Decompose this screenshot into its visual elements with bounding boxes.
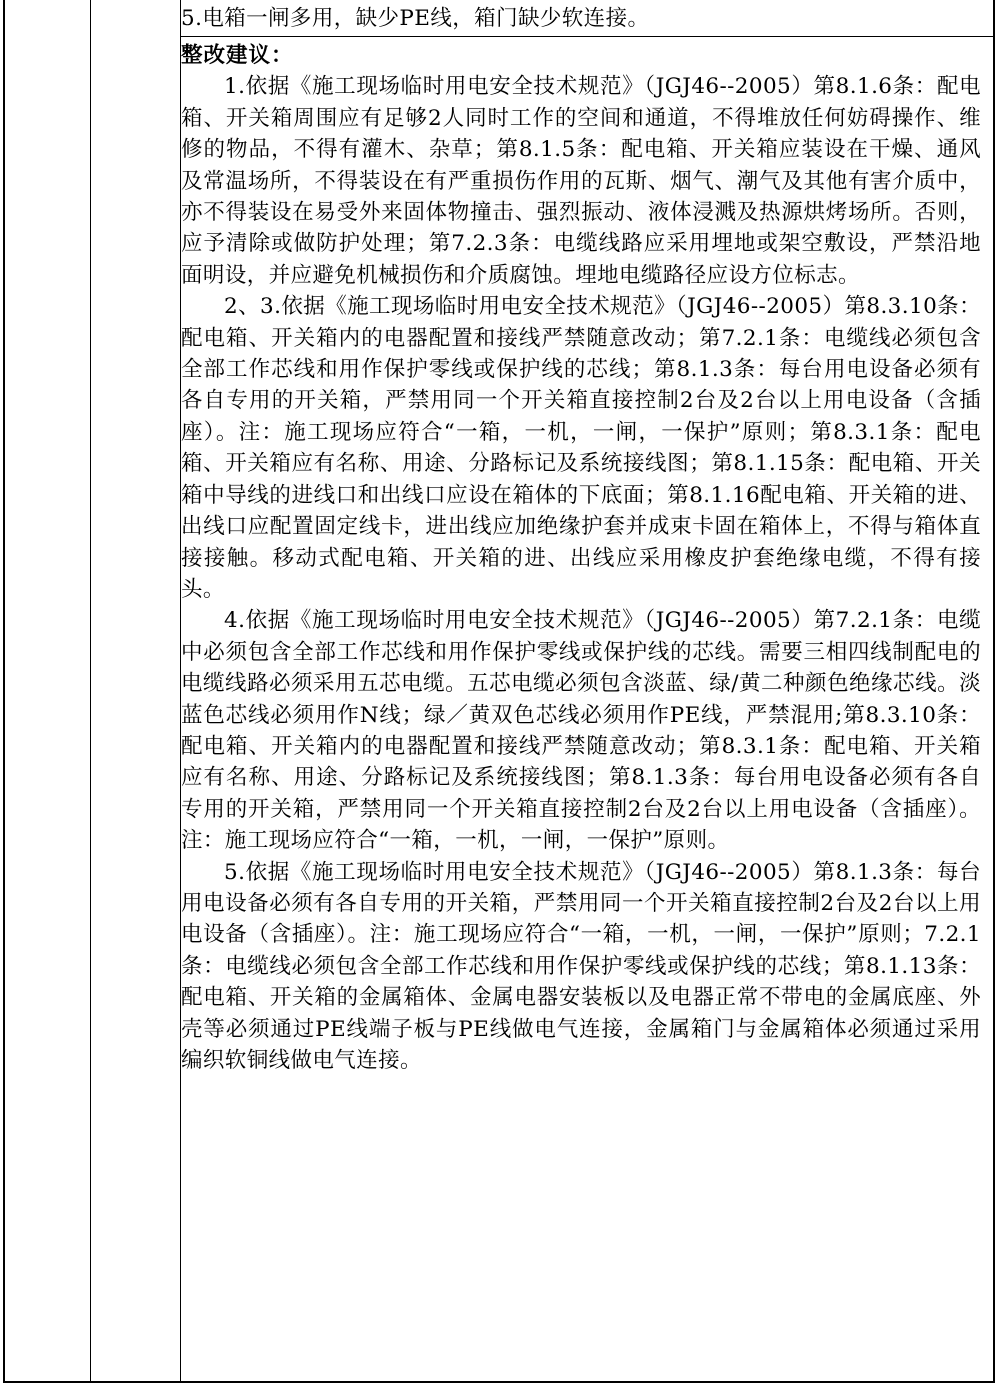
column-divider-1 [90, 0, 91, 1381]
paragraph-1: 1.依据《施工现场临时用电安全技术规范》（JGJ46--2005）第8.1.6条：配电箱、开关箱周围应有足够2人同时工作的空间和通道，不得堆放任何妨碍操作、维修的物品，不得有灌木、杂草；第8.1.5条：配电箱、开关箱应装设在干燥、通风及常温场所，不得装设在有严重损伤作用的瓦斯、烟气、潮气及其他有害介质中，亦不得装设在易受外来固体物撞击、强烈振动、液体浸溅及热源烘烤场所。否则，应予清除或做防护处理；第7.2.3条：电缆线路应采用埋地或架空敷设，严禁沿地面明设，并应避免机械损伤和介质腐蚀。埋地电缆路径应设方位标志。 [181, 74, 981, 288]
prior-item-text: 5.电箱一闸多用，缺少PE线，箱门缺少软连接。 [181, 6, 650, 31]
paragraph-3: 4.依据《施工现场临时用电安全技术规范》（JGJ46--2005）第7.2.1条：电缆中必须包含全部工作芯线和用作保护零线或保护线的芯线。需要三相四线制配电的电缆线路必须采用五芯电缆。五芯电缆必须包含淡蓝、绿/黄二种颜色绝缘芯线。淡蓝色芯线必须用作N线；绿／黄双色芯线必须用作PE线，严禁混用;第8.3.10条：配电箱、开关箱内的电器配置和接线严禁随意改动；第8.3.1条：配电箱、开关箱应有名称、用途、分路标记及系统接线图；第8.1.3条：每台用电设备必须有各自专用的开关箱，严禁用同一个开关箱直接控制2台及2台以上用电设备（含插座）。注：施工现场应符合“一箱，一机，一闸，一保护”原则。 [181, 608, 981, 854]
paragraph-4: 5.依据《施工现场临时用电安全技术规范》（JGJ46--2005）第8.1.3条：每台用电设备必须有各自专用的开关箱，严禁用同一个开关箱直接控制2台及2台以上用电设备（含插座）。注：施工现场应符合“一箱，一机，一闸，一保护”原则；7.2.1条：电缆线必须包含全部工作芯线和用作保护零线或保护线的芯线；第8.1.13条：配电箱、开关箱的金属箱体、金属电器安装板以及电器正常不带电的金属底座、外壳等必须通过PE线端子板与PE线做电气连接，金属箱门与金属箱体必须通过采用编织软铜线做电气连接。 [181, 859, 981, 1073]
rectification-section [181, 40, 981, 1076]
paragraph-2: 2、3.依据《施工现场临时用电安全技术规范》（JGJ46--2005）第8.3.10条：配电箱、开关箱内的电器配置和接线严禁随意改动；第7.2.1条：电缆线必须包含全部工作芯线和用作保护零线或保护线的芯线；第8.1.3条：每台用电设备必须有各自专用的开关箱，严禁用同一个开关箱直接控制2台及2台以上用电设备（含插座）。注：施工现场应符合“一箱，一机，一闸，一保护”原则；第8.3.1条：配电箱、开关箱应有名称、用途、分路标记及系统接线图；第8.1.15条：配电箱、开关箱中导线的进线口和出线口应设在箱体的下底面；第8.1.16配电箱、开关箱的进、出线口应配置固定线卡，进出线应加绝缘护套并成束卡固在箱体上，不得与箱体直接接触。移动式配电箱、开关箱的进、出线应采用橡皮护套绝缘电缆，不得有接头。 [181, 294, 981, 602]
section-heading: 整改建议： [181, 43, 294, 68]
row-divider [180, 36, 993, 37]
